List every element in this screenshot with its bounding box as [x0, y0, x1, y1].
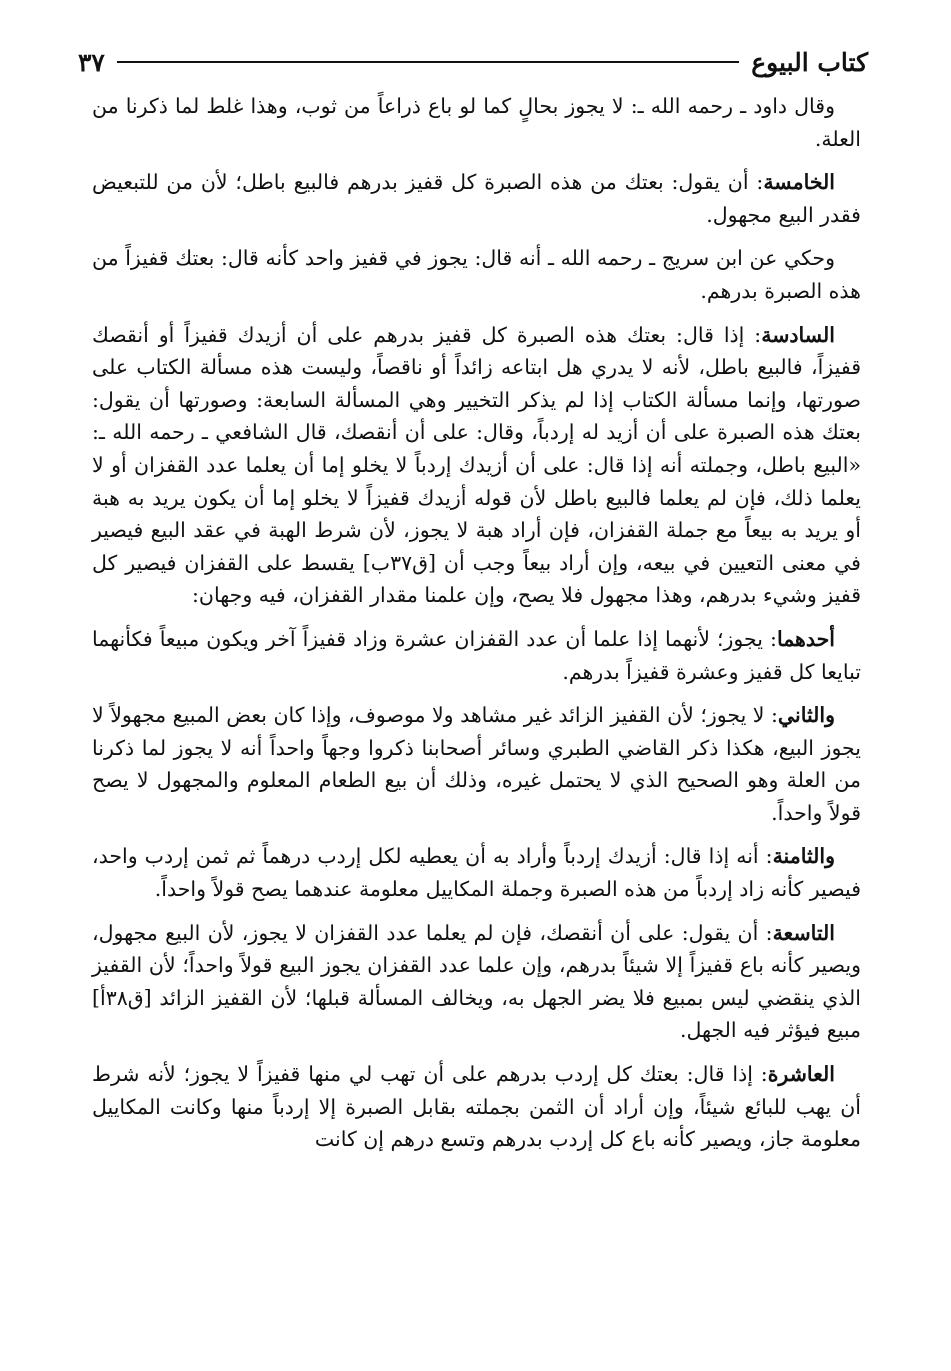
issue-heading: أحدهما	[776, 626, 835, 651]
header-rule	[117, 61, 739, 63]
page-body	[92, 90, 861, 1156]
paragraph	[92, 166, 861, 231]
paragraph-text: : أن يقول: بعتك من هذه الصبرة كل قفيز بدرهم فالبيع باطل؛ لأن من للتبعيض فقدر البيع مجهول.	[92, 170, 861, 227]
issue-heading: العاشرة	[767, 1062, 835, 1087]
paragraph	[92, 242, 861, 307]
paragraph	[92, 840, 861, 905]
issue-heading: والثاني	[777, 703, 835, 728]
issue-heading: والثامنة	[772, 844, 835, 869]
paragraph-text: : أنه إذا قال: أزيدك إردباً وأراد به أن يعطيه لكل إردب درهماً ثم ثمن إردب واحد، فيصير كأنه زاد إردباً من هذه الصبرة وجملة المكاييل معلومة عندهما يصح قولاً واحداً.	[92, 844, 861, 902]
running-title: كتاب البيوع	[751, 47, 868, 77]
paragraph	[92, 699, 861, 829]
issue-heading: السادسة	[761, 322, 835, 347]
paragraph-text: : أن يقول: على أن أنقصك، فإن لم يعلما عدد القفزان لا يجوز، لأن البيع مجهول، ويصير كأنه باع قفيزاً إلا شيئاً بدرهم، وإن علما عدد القفزان يجوز البيع قولاً واحداً؛ لأن القفيز الذي ينقضي ليس بمبيع فلا يضر الجهل به، ويخالف المسألة قبلها؛ لأن القفيز الزائد [ق٣٨أ] مبيع فيؤثر فيه الجهل.	[92, 920, 861, 1043]
paragraph	[92, 917, 861, 1047]
paragraph-text: : إذا قال: بعتك كل إردب بدرهم على أن تهب لي منها قفيزاً لا يجوز؛ لأنه شرط أن يهب للبائع شيئاً، وإن أراد أن الثمن بجملته بقابل الصبرة إلا إردباً منها وكانت المكاييل معلومة جاز، ويصير كأنه باع كل إردب بدرهم وتسع درهم إن كانت	[92, 1062, 861, 1152]
paragraph-text: : لا يجوز؛ لأن القفيز الزائد غير مشاهد ولا موصوف، وإذا كان بعض المبيع مجهولاً لا يجوز البيع، هكذا ذكر القاضي الطبري وسائر أصحابنا ذكروا وجهاً واحداً أنه لا يجوز لما ذكرنا من العلة وهو الصحيح الذي لا يحتمل غيره، وذلك أن بيع الطعام المعلوم والمجهول لا يصح قولاً واحداً.	[92, 703, 861, 825]
paragraph	[92, 319, 861, 612]
paragraph-text: : إذا قال: بعتك هذه الصبرة كل قفيز بدرهم على أن أزيدك قفيزاً أو أنقصك قفيزاً، فالبيع باطل، لأنه لا يدري هل ابتاعه زائداً أو ناقصاً، وليست هذه مسألة الكتاب على صورتها، وإنما مسألة الكتاب إذا لم يذكر التخيير وهي المسألة السابعة: وصورتها أن يقول: بعتك هذه الصبرة على أن أزيد له إردباً، وقال: على أن أنقصك، قال الشافعي ـ رحمه الله ـ: «البيع باطل، وجملته أنه إذا قال: على أن أزيدك إردباً لا يخلو إما أن يعلما عدد القفزان أو لا يعلما ذلك، فإن لم يعلما فالبيع باطل لأن قوله أزيدك قفيزاً لا يخلو إما أن يكون يريد به هبة أو يريد به بيعاً مع جملة القفزان، فإن أراد هبة لا يجوز، لأن شرط الهبة في عقد البيع فيصير في معنى التعيين في بيعه، وإن أراد بيعاً وجب أن [ق٣٧ب] يقسط على القفزان فيصير كل قفيز وشيء بدرهم، وهذا مجهول فلا يصح، وإن علمنا مقدار القفزان، فيه وجهان:	[92, 322, 861, 608]
paragraph	[92, 623, 861, 688]
issue-heading: الخامسة	[763, 170, 835, 195]
paragraph	[92, 90, 861, 155]
page-number: ٣٧	[78, 47, 105, 77]
paragraph-text: وحكي عن ابن سريج ـ رحمه الله ـ أنه قال: يجوز في قفيز واحد كأنه قال: بعتك قفيزاً من هذه الصبرة بدرهم.	[92, 246, 861, 303]
paragraph-text: وقال داود ـ رحمه الله ـ: لا يجوز بحالٍ كما لو باع ذراعاً من ثوب، وهذا غلط لما ذكرنا من العلة.	[92, 94, 861, 151]
paragraph-text: : يجوز؛ لأنهما إذا علما أن عدد القفزان عشرة وزاد قفيزاً آخر ويكون مبيعاً فكأنهما تبايعا كل قفيز وعشرة قفيزاً بدرهم.	[92, 626, 861, 684]
page-header	[78, 44, 868, 80]
issue-heading: التاسعة	[772, 920, 835, 945]
paragraph	[92, 1058, 861, 1156]
